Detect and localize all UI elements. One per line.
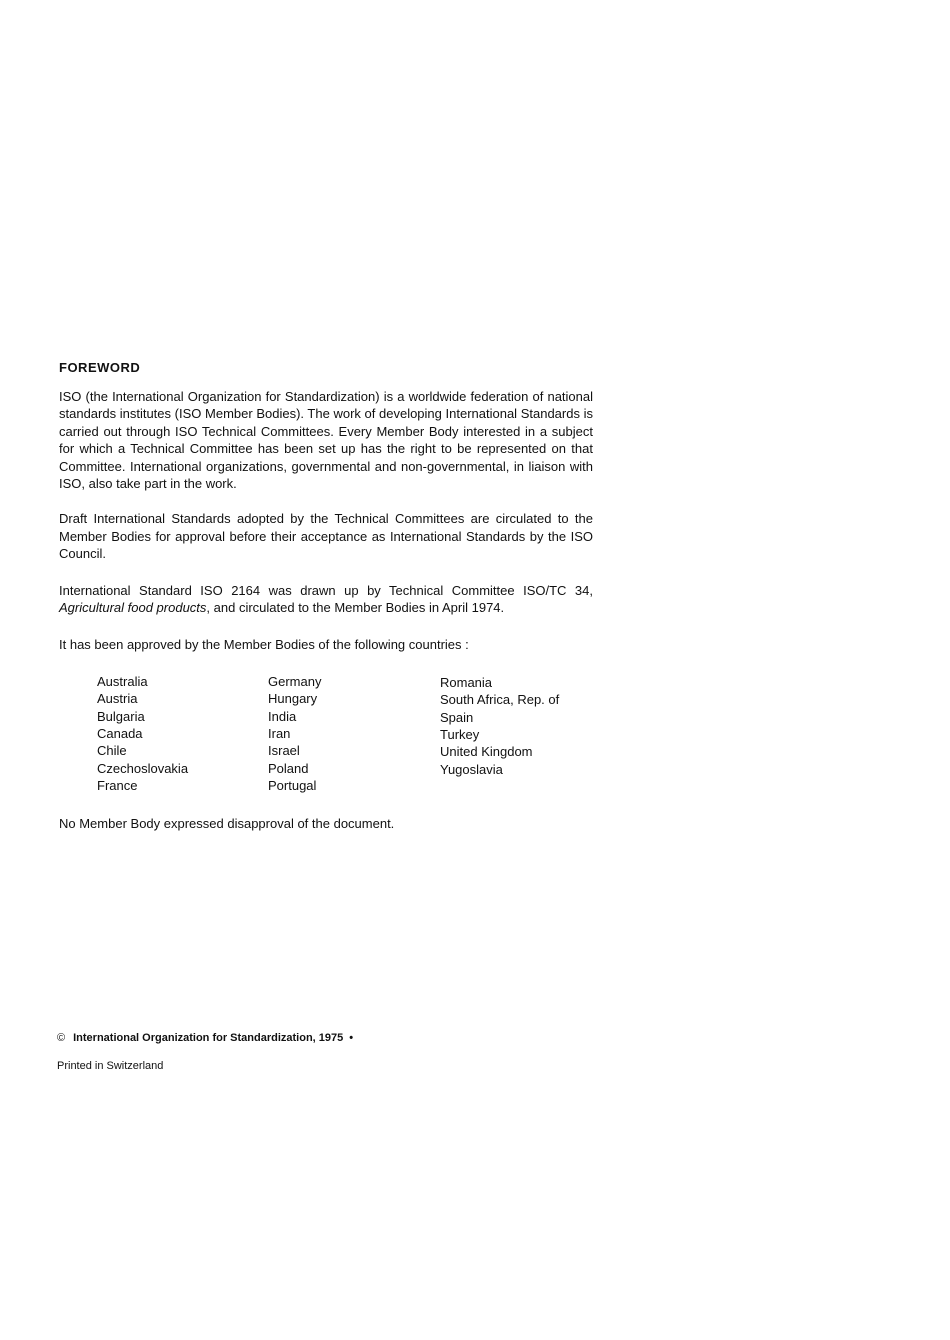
copyright-text: International Organization for Standardization, 1975	[73, 1032, 344, 1044]
foreword-paragraph-draft: Draft International Standards adopted by the Technical Committees are circulated to the Member Bodies for approval before their acceptance as International Standards by the ISO Council.	[59, 511, 593, 562]
copyright-icon: ©	[57, 1032, 66, 1044]
country-item: Israel	[268, 743, 300, 759]
country-item: Australia	[97, 673, 148, 689]
country-item: Portugal	[268, 778, 317, 794]
country-column-2	[268, 673, 321, 795]
country-item: United Kingdom	[440, 744, 533, 760]
country-item: Bulgaria	[97, 708, 145, 724]
approval-intro: It has been approved by the Member Bodies of the following countries :	[59, 637, 469, 653]
country-item: Spain	[440, 709, 474, 725]
country-item: South Africa, Rep. of	[440, 692, 560, 708]
country-item: Yugoslavia	[440, 761, 503, 777]
country-item: Iran	[268, 726, 291, 742]
country-item: Czechoslovakia	[97, 760, 189, 776]
country-column-1	[97, 673, 188, 795]
bullet-icon: •	[349, 1032, 354, 1044]
standard-text-start: International Standard ISO 2164 was drawn up by Technical Committee ISO/TC 34,	[59, 582, 593, 598]
country-item: Austria	[97, 691, 138, 707]
printed-location: Printed in Switzerland	[57, 1060, 164, 1072]
foreword-paragraph-iso: ISO (the International Organization for Standardization) is a worldwide federation of national standards institutes (ISO Member Bodies). The work of developing International Standards is carried out through ISO Technical Committees. Every Member Body interested in a subject for which a Technical Committee has been set up has the right to be represented on that Committee. International organizations, governmental and non-governmental, in liaison with ISO, also take part in the work.	[59, 389, 593, 492]
foreword-section	[59, 360, 593, 832]
country-column-3	[440, 674, 559, 778]
country-item: India	[268, 708, 297, 724]
country-item: Canada	[97, 726, 143, 742]
country-item: Poland	[268, 760, 309, 776]
country-item: France	[97, 778, 138, 794]
country-list	[97, 673, 593, 801]
foreword-paragraph-standard	[59, 582, 593, 617]
country-item: Romania	[440, 674, 493, 690]
country-item: Hungary	[268, 691, 318, 707]
disapproval-note: No Member Body expressed disapproval of the document.	[59, 815, 395, 831]
country-item: Chile	[97, 743, 127, 759]
standard-text-end: , and circulated to the Member Bodies in April 1974.	[206, 600, 505, 616]
foreword-heading: FOREWORD	[59, 360, 141, 375]
copyright-line	[57, 1032, 353, 1044]
country-item: Germany	[268, 673, 322, 689]
committee-title: Agricultural food products	[59, 600, 207, 616]
country-item: Turkey	[440, 727, 480, 743]
